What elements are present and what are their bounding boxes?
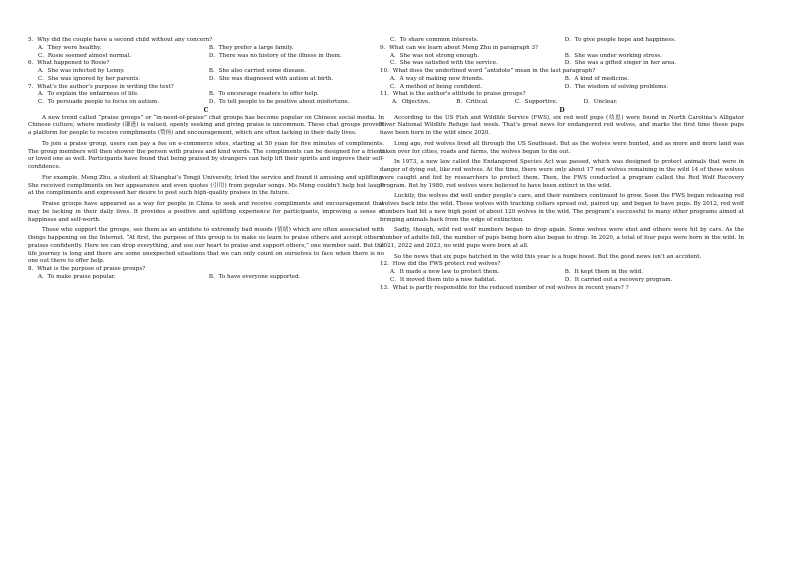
option-c: C．To persuade people to focus on autism. — [38, 99, 159, 105]
option-d: D．To give people hope and happiness. — [564, 37, 676, 43]
question-stem: 8．What is the purpose of praise groups? — [28, 266, 146, 272]
question-10 — [380, 68, 744, 91]
question-stem: 13．What is partly responsible for the reduced number of red wolves in recent years? ? — [380, 284, 629, 291]
passage-c-paragraph: Those who support the groups, see them as an antidote to extremely bad moods (情绪) which are often associated with things happening on the Internet. “At first, the purpose of this group is to make us learn to praise others and accept others’ praises confidently. Here we can drop everything, and use our heart to praise and support others,” one member said. But the life journey is long and there are some unexpected situations that we can only count on ourselves to face when there is no one out there to offer help. — [28, 227, 384, 265]
right-column — [380, 37, 744, 292]
option-b: B．It kept them in the wild. — [564, 269, 644, 275]
question-stem: 10．What does the underlined word “antidote” mean in the last paragraph? — [380, 68, 596, 74]
passage-d-paragraph: Long ago, red wolves lived all through the US Southeast. But as the wolves were hunted, and as more and more land was taken over for cities, roads and farms, the wolves began to die out. — [380, 140, 744, 155]
question-8-continued — [380, 37, 744, 45]
option-d: D．To tell people to be positive about misfortune. — [208, 99, 350, 105]
question-9 — [380, 45, 744, 68]
option-c: C．She was satisfied with the service. — [390, 60, 498, 67]
question-6 — [28, 60, 384, 83]
option-a: A．To make praise popular. — [38, 273, 116, 280]
option-c: C．A method of being confident. — [390, 83, 483, 90]
passage-d-paragraph: According to the US Fish and Wildlife Service (FWS), six red wolf pups (幼崽) were found in North Carolina’s Alligator River National Wildlife Refuge last week. That’s great news for endangered red wolves, and marks the first time these pups have been born in the wild since 2020. — [380, 114, 744, 136]
option-c: C．To share common interests. — [390, 37, 479, 43]
question-7 — [28, 84, 384, 107]
passage-c-paragraph: To join a praise group, users can pay a fee on e-commerce sites, starting at 50 yuan for five minutes of compliments. The group members will then shower the person with praises and kind words. The compliments can be designed for a friend or loved one as well. Participants have found that being praised by strangers can help lift their spirits and improve their self-confidence. — [28, 140, 384, 170]
option-c: C．Supportive. — [514, 99, 558, 105]
question-stem: 12．How did the FWS protect red wolves? — [380, 261, 501, 268]
passage-c-paragraph: Praise groups have appeared as a way for people in China to seek and receive compliments and encouragement that may be lacking in their daily lives. It provides a positive and uplifting experience for participants, improving a sense of happiness and self-worth. — [28, 201, 384, 223]
passage-d-paragraph: Luckily, the wolves did well under people’s care, and their numbers continued to grow. Soon the FWS began releasing red wolves back into the wild. Those wolves with tracking collars spread out, paired up, and began to have pups. By 2012, red wolf numbers had hit a new high point of about 120 wolves in the wild. The program’s successful to many other programs aimed at bringing animals back from the edge of extinction. — [380, 193, 744, 223]
question-12 — [380, 261, 744, 284]
option-d: D．Unclear. — [583, 99, 618, 105]
passage-d-paragraph: In 1973, a new law called the Endangered Species Act was passed, which was designed to protect animals that were in danger of dying out, like red wolves. At the time, there were only about 17 red wolves remaining in the wild 14 of those wolves were caught and fed by researchers to protect them. Then, the FWS conducted a program called the Red Wolf Recovery Program. But by 1980, red wolves were believed to have been extinct in the wild. — [380, 159, 744, 189]
passage-d-paragraph: So the news that six pups hatched in the wild this year is a huge boost. But the good news isn’t an accident. — [394, 253, 702, 260]
option-d: D．She was a gifted singer in her area. — [564, 60, 677, 67]
option-d: D．The wisdom of solving problems. — [564, 83, 669, 90]
option-c: C．She was ignored by her parents. — [38, 75, 141, 82]
option-b: B．To encourage readers to offer help. — [208, 91, 319, 98]
option-a: A．A way of making new friends. — [390, 75, 484, 82]
option-a: A．It made a new law to protect them. — [390, 269, 500, 275]
option-d: D．It carried out a recovery program. — [564, 276, 673, 283]
passage-c-paragraph: A new trend called “praise groups” or “in-need-of-praise” chat groups has become popular on Chinese social media. In Chinese culture, where modesty (谦逊) is valued, openly seeking and giving praise is uncommon. These chat groups provide a platform for people to receive compliments (赞扬) and encouragement, which are often lacking in their daily lives. — [28, 114, 384, 136]
option-a: A．To explain the unfairness of life. — [38, 91, 139, 98]
option-d: D．There was no history of the illness in them. — [208, 52, 342, 59]
left-column — [28, 37, 384, 282]
option-a: A．She was infected by Lenny. — [38, 68, 125, 74]
question-stem: 7．What’s the author’s purpose in writing the text? — [28, 83, 174, 90]
passage-d-paragraph: Sadly, though, wild red wolf numbers began to drop again. Some wolves were shot and others were hit by cars. As the number of adults fell, the number of pups being born also began to drop. In 2020, a total of four pups were born in the wild. In 2021, 2022 and 2023, no wild pups were born at all. — [380, 227, 744, 249]
option-b: B．A kind of medicine. — [564, 75, 630, 82]
question-stem: 5．Why did the couple have a second child without any concern? — [28, 37, 213, 43]
option-b: B．She was under working stress. — [564, 52, 662, 59]
option-b: B．To have everyone supported. — [208, 273, 301, 280]
option-a: A．She was not strong enough. — [390, 52, 479, 59]
question-5 — [28, 37, 384, 60]
question-stem: 11．What is the author’s attitude to praise groups? — [380, 91, 526, 98]
question-stem: 9．What can we learn about Meng Zhu in paragraph 3? — [380, 44, 539, 51]
option-a: A．Objective. — [392, 99, 431, 105]
section-heading-c: C — [203, 106, 209, 114]
question-stem: 6．What happened to Rosie? — [28, 60, 110, 67]
option-b: B．They prefer a large family. — [208, 44, 294, 51]
option-c: C．It moved them into a new habitat. — [390, 276, 497, 283]
option-a: A．They were healthy. — [38, 44, 102, 51]
question-11 — [380, 91, 744, 107]
question-8 — [28, 266, 384, 282]
section-heading-d: D — [559, 106, 565, 114]
option-c: C．Rosie seemed almost normal. — [38, 52, 132, 59]
option-d: D．She was diagnosed with autism at birth. — [208, 75, 334, 82]
option-b: B．Critical. — [456, 99, 489, 105]
option-b: B．She also carried some disease. — [208, 68, 306, 74]
question-13 — [380, 285, 744, 293]
passage-c-paragraph: For example, Meng Zhu, a student at Shanghai’s Tongji University, tried the service and found it amusing and uplifting. She received compliments on her appearance and even quotes (引用) from popular songs. Ms Meng couldn’t help but laugh at the compliments and expressed her desire to post such high-quality praises in the future. — [28, 174, 384, 197]
